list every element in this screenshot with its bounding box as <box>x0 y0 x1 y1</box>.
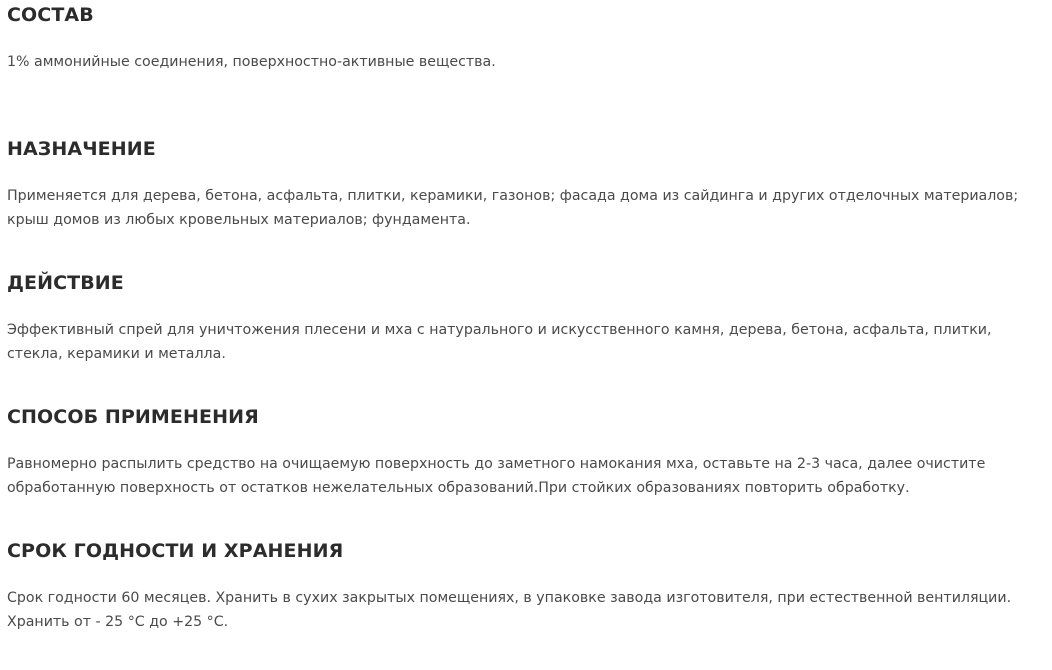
section-title-composition: СОСТАВ <box>7 4 94 26</box>
section-title-application-method: СПОСОБ ПРИМЕНЕНИЯ <box>7 406 259 428</box>
section-text-composition: 1% аммонийные соединения, поверхностно-активные вещества. <box>7 54 496 70</box>
section-composition <box>7 0 1047 134</box>
section-shelf-life <box>7 536 1047 670</box>
section-text-action: Эффективный спрей для уничтожения плесени и мха с натурального и искусственного камня, дерева, бетона, асфальта, плитки, стекла, керамики и металла. <box>7 322 992 362</box>
section-purpose <box>7 134 1047 268</box>
section-title-purpose: НАЗНАЧЕНИЕ <box>7 138 156 160</box>
section-text-purpose: Применяется для дерева, бетона, асфальта, плитки, керамики, газонов; фасада дома из сайдинга и других отделочных материалов; крыш домов из любых кровельных материалов; фундамента. <box>7 188 1019 228</box>
product-description <box>7 0 1047 670</box>
section-title-action: ДЕЙСТВИЕ <box>7 272 124 294</box>
section-text-application-method: Равномерно распылить средство на очищаемую поверхность до заметного намокания мха, оставьте на 2-3 часа, далее очистите обработанную поверхность от остатков нежелательных образований.При стойких образованиях повторить обработку. <box>7 456 986 496</box>
section-action <box>7 268 1047 402</box>
section-title-shelf-life: СРОК ГОДНОСТИ И ХРАНЕНИЯ <box>7 540 344 562</box>
section-text-shelf-life: Срок годности 60 месяцев. Хранить в сухих закрытых помещениях, в упаковке завода изготовителя, при естественной вентиляции. Хранить от - 25 °С до +25 °С. <box>7 590 1012 630</box>
section-application-method <box>7 402 1047 536</box>
